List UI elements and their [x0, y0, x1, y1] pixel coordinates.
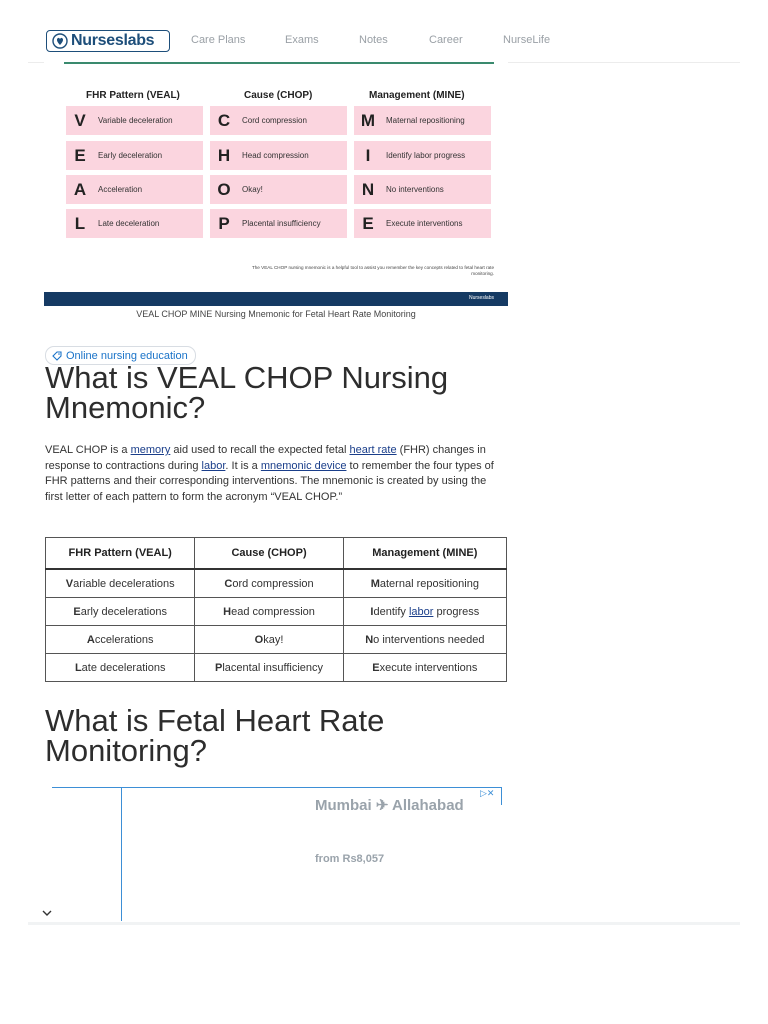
infographic-cell — [354, 209, 491, 238]
infographic-cell — [66, 141, 203, 170]
cell-letter: V — [74, 110, 86, 130]
cell-label: No interventions — [386, 185, 444, 194]
cell-rest: xecute interventions — [379, 661, 478, 674]
table-header: FHR Pattern (VEAL) — [46, 538, 195, 570]
link-heart-rate[interactable]: heart rate — [349, 444, 397, 456]
cell-rest: ccelerations — [94, 633, 154, 646]
table-cell — [343, 626, 506, 654]
tag-icon — [52, 351, 62, 361]
nav-care-plans[interactable]: Care Plans — [191, 34, 246, 46]
cell-rest: ead compression — [231, 605, 315, 618]
table-cell — [46, 598, 195, 626]
cell-letter: H — [217, 145, 231, 165]
table-cell — [195, 626, 343, 654]
nav-nurselife[interactable]: NurseLife — [503, 34, 551, 46]
table-row — [46, 569, 507, 598]
article-title: What is VEAL CHOP Nursing Mnemonic? — [45, 360, 449, 425]
cell-initial: C — [224, 577, 233, 590]
cell-label: Acceleration — [98, 185, 143, 194]
cell-rest: o interventions needed — [373, 633, 485, 646]
cell-rest: progress — [433, 605, 480, 618]
intro-text: aid used to recall the expected fetal — [170, 444, 350, 456]
infographic-cell — [66, 106, 203, 135]
cell-letter: P — [218, 213, 230, 233]
table-cell — [46, 626, 195, 654]
infographic-cell — [210, 106, 347, 135]
cell-label: Maternal repositioning — [386, 116, 465, 125]
intro-text: (FHR) changes in response to contractions during — [45, 444, 486, 472]
cell-initial: I — [370, 605, 374, 618]
cell-letter: C — [217, 110, 231, 130]
table-cell — [343, 569, 506, 598]
cell-letter: I — [365, 145, 371, 165]
cell-rest: dentify — [373, 605, 409, 618]
cell-rest: arly decelerations — [80, 605, 167, 618]
ad-route[interactable]: Mumbai ✈ Allahabad — [315, 797, 464, 814]
cell-label: Execute interventions — [386, 219, 463, 228]
cell-label: Variable deceleration — [98, 116, 173, 125]
site-logo[interactable] — [46, 30, 170, 52]
cell-label: Early deceleration — [98, 151, 163, 160]
ad-border-right — [501, 787, 502, 805]
cell-label: Head compression — [242, 151, 309, 160]
adchoices-icon[interactable]: ▷✕ — [480, 788, 495, 798]
site-header — [28, 20, 740, 63]
cell-letter: N — [361, 179, 375, 199]
ad-border-top — [52, 787, 502, 788]
intro-text: VEAL CHOP is a — [45, 444, 131, 456]
infographic-brand: Nurseslabs — [468, 295, 494, 301]
cell-initial: A — [86, 633, 95, 646]
nav-notes[interactable]: Notes — [359, 34, 388, 46]
image-caption: VEAL CHOP MINE Nursing Mnemonic for Fetal Heart Rate Monitoring — [136, 309, 416, 319]
logo-text: Nurseslabs — [71, 32, 155, 49]
cell-letter: O — [217, 179, 231, 199]
cell-initial: O — [254, 633, 264, 646]
table-header: Cause (CHOP) — [195, 538, 343, 570]
cell-label: Late deceleration — [98, 219, 160, 228]
cell-label: Identify labor progress — [386, 151, 466, 160]
table-row — [46, 626, 507, 654]
table-cell — [195, 654, 343, 682]
logo-icon — [52, 33, 68, 49]
cell-label: Okay! — [242, 185, 263, 194]
mnemonic-infographic — [44, 62, 508, 306]
veal-chop-table — [45, 537, 507, 682]
nav-exams[interactable]: Exams — [285, 34, 319, 46]
cell-label: Cord compression — [242, 116, 307, 125]
infographic-cell — [210, 175, 347, 204]
cell-rest: aternal repositioning — [379, 577, 479, 590]
advertisement[interactable] — [52, 787, 502, 921]
category-tag-label: Online nursing education — [66, 349, 188, 362]
table-cell — [195, 598, 343, 626]
cell-letter: M — [360, 110, 376, 130]
cell-initial: N — [365, 633, 374, 646]
link-labor-table[interactable]: labor — [408, 605, 434, 618]
cell-initial: P — [215, 661, 223, 674]
cell-initial: L — [74, 661, 82, 674]
table-row — [46, 598, 507, 626]
table-cell — [343, 598, 506, 626]
chevron-down-icon[interactable] — [42, 909, 52, 917]
infographic-col-chop: Cause (CHOP) — [244, 90, 313, 101]
intro-text: . It is a — [225, 459, 261, 472]
table-header-row — [46, 538, 507, 570]
cell-label: Placental insufficiency — [242, 219, 321, 228]
cell-initial: V — [65, 577, 74, 590]
cell-letter: E — [74, 145, 86, 165]
infographic-footnote: The VEAL CHOP nursing mnemonic is a helpful tool to assist you remember the key concepts related to fetal heart rate monitoring. — [251, 265, 494, 276]
cell-initial: H — [223, 605, 232, 618]
cell-rest: lacental insufficiency — [222, 661, 324, 674]
article-intro — [45, 443, 505, 505]
infographic-cell — [66, 209, 203, 238]
table-cell — [195, 569, 343, 598]
cell-initial: E — [372, 661, 380, 674]
cell-initial: E — [73, 605, 81, 618]
infographic-cell — [210, 209, 347, 238]
cell-letter: E — [362, 213, 374, 233]
table-cell — [46, 569, 195, 598]
cell-rest: ord compression — [232, 577, 314, 590]
cell-rest: ariable decelerations — [73, 577, 175, 590]
link-mnemonic-device[interactable]: mnemonic device — [260, 459, 347, 472]
ad-border-left — [121, 787, 122, 921]
cell-letter: A — [73, 179, 87, 199]
infographic-cell — [354, 106, 491, 135]
infographic-top-rule — [64, 62, 494, 64]
table-row — [46, 654, 507, 682]
intro-text: to remember the four types of FHR patterns and their corresponding interventions. The mnemonic is created by using the first letter of each pattern to form the acronym “VEAL CHOP.” — [45, 459, 494, 503]
table-header: Management (MINE) — [343, 538, 506, 570]
infographic-col-mine: Management (MINE) — [369, 90, 465, 101]
cell-letter: L — [74, 213, 86, 233]
ad-price[interactable]: from Rs8,057 — [315, 853, 385, 865]
table-cell — [46, 654, 195, 682]
cell-initial: M — [370, 577, 380, 590]
infographic-cell — [66, 175, 203, 204]
infographic-cell — [354, 141, 491, 170]
infographic-bottom-bar — [44, 292, 508, 306]
nav-career[interactable]: Career — [429, 34, 463, 46]
infographic-col-veal: FHR Pattern (VEAL) — [86, 90, 180, 101]
infographic-cell — [354, 175, 491, 204]
table-cell — [343, 654, 506, 682]
cell-rest: ate decelerations — [81, 661, 166, 674]
cell-rest: kay! — [263, 633, 284, 646]
link-labor[interactable]: labor — [201, 459, 226, 472]
link-memory[interactable]: memory — [130, 444, 171, 456]
footer-divider — [28, 922, 740, 925]
section-heading: What is Fetal Heart Rate Monitoring? — [45, 703, 385, 768]
infographic-cell — [210, 141, 347, 170]
